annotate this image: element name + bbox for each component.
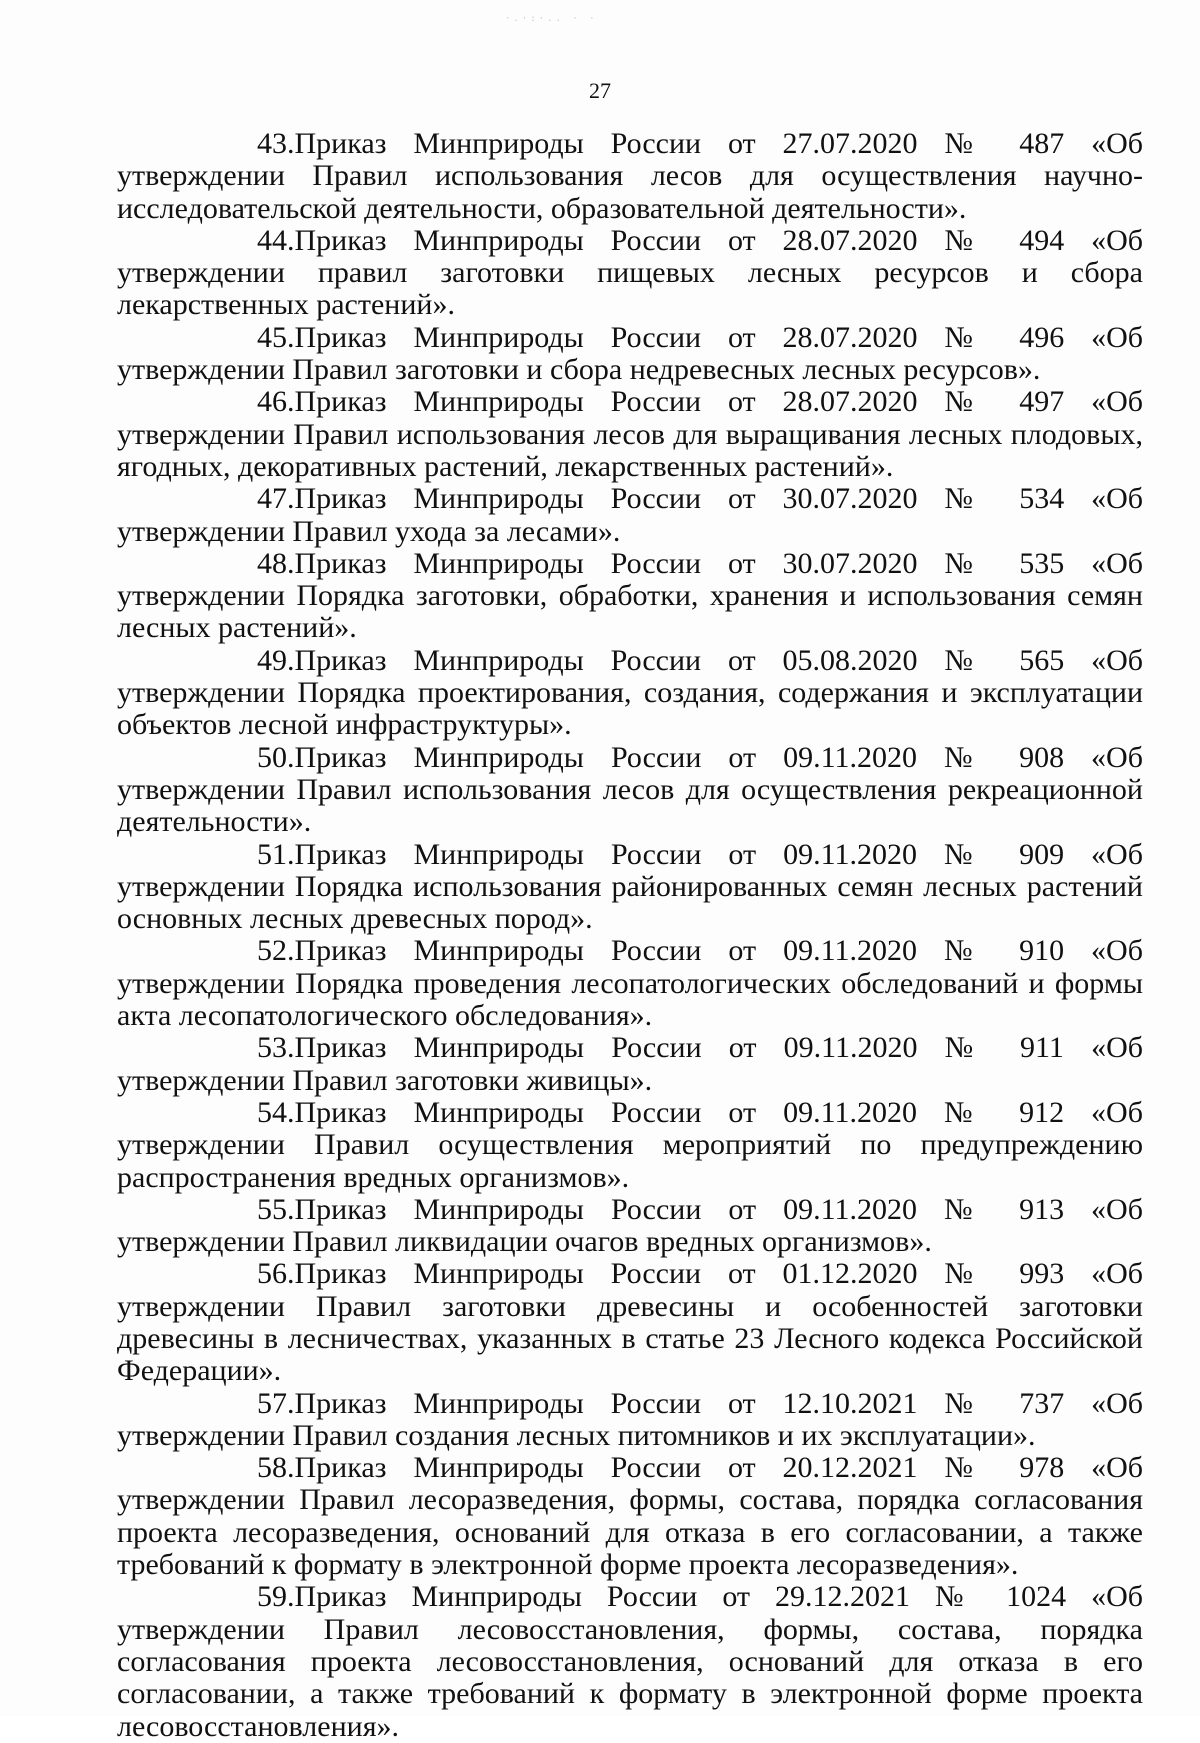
list-item — [117, 645, 1143, 742]
list-item-text: Приказ Минприроды России от 09.11.2020 № 913 «Об утверждении Правил ликвидации очагов вредных организмов». — [117, 1192, 1143, 1259]
list-item-number: 51. — [257, 837, 295, 871]
list-item-text: Приказ Минприроды России от 12.10.2021 № 737 «Об утверждении Правил создания лесных питомников и их эксплуатации». — [117, 1386, 1143, 1452]
list-item-number: 47. — [257, 482, 295, 516]
list-item-text: Приказ Минприроды России от 09.11.2020 № 910 «Об утверждении Порядка проведения лесопатологических обследований и формы акта лесопатологического обследования». — [117, 934, 1143, 1033]
list-item-text: Приказ Минприроды России от 09.11.2020 № 912 «Об утверждении Правил осуществления мероприятий по предупреждению распространения вредных организмов». — [117, 1095, 1143, 1194]
list-item-text: Приказ Минприроды России от 30.07.2020 № 535 «Об утверждении Порядка заготовки, обработки, хранения и использования семян лесных растений». — [117, 546, 1143, 645]
list-item-text: Приказ Минприроды России от 28.07.2020 № 497 «Об утверждении Правил использования лесов для выращивания лесных плодовых, ягодных, декоративных растений, лекарственных растений». — [117, 385, 1143, 483]
list-item-text: Приказ Минприроды России от 09.11.2020 № 908 «Об утверждении Правил использования лесов для осуществления рекреационной деятельности». — [117, 740, 1143, 839]
list-item-number: 59. — [257, 1580, 295, 1614]
list-item — [117, 935, 1143, 1032]
list-item-number: 46. — [257, 385, 295, 419]
list-item-number: 58. — [257, 1451, 295, 1485]
list-item-number: 54. — [257, 1095, 295, 1129]
document-body — [117, 128, 1143, 1743]
list-item-text: Приказ Минприроды России от 28.07.2020 № 496 «Об утверждении Правил заготовки и сбора недревесных лесных ресурсов». — [117, 320, 1143, 387]
list-item — [117, 742, 1143, 839]
list-item — [117, 483, 1143, 548]
list-item — [117, 1097, 1143, 1194]
list-item-number: 55. — [257, 1192, 295, 1226]
list-item-text: Приказ Минприроды России от 05.08.2020 № 565 «Об утверждении Порядка проектирования, создания, содержания и эксплуатации объектов лесной инфраструктуры». — [117, 643, 1143, 742]
list-item-number: 52. — [257, 934, 295, 968]
list-item — [117, 322, 1143, 387]
list-item — [117, 548, 1143, 645]
list-item — [117, 386, 1143, 483]
list-item — [117, 1258, 1143, 1387]
list-item-text: Приказ Минприроды России от 27.07.2020 № 487 «Об утверждении Правил использования лесов для осуществления научно-исследовательской деятельности, образовательной деятельности». — [117, 127, 1143, 225]
list-item-text: Приказ Минприроды России от 09.11.2020 № 909 «Об утверждении Порядка использования районированных семян лесных растений основных лесных древесных пород». — [117, 837, 1143, 936]
list-item-number: 44. — [257, 223, 295, 257]
list-item-number: 43. — [257, 127, 295, 160]
list-item-number: 56. — [257, 1257, 295, 1291]
list-item — [117, 1032, 1143, 1097]
list-item-number: 48. — [257, 546, 295, 580]
list-item — [117, 1452, 1143, 1581]
list-item-number: 45. — [257, 320, 295, 354]
list-item-text: Приказ Минприроды России от 28.07.2020 № 494 «Об утверждении правил заготовки пищевых лесных ресурсов и сбора лекарственных растений». — [117, 223, 1143, 322]
list-item — [117, 1194, 1143, 1259]
list-item-number: 57. — [257, 1386, 295, 1420]
scan-artifact: ·.·:·.. · · — [505, 14, 598, 24]
list-item-number: 49. — [257, 643, 295, 677]
list-item — [117, 1388, 1143, 1453]
list-item-text: Приказ Минприроды России от 30.07.2020 № 534 «Об утверждении Правил ухода за лесами». — [117, 482, 1143, 548]
list-item-text: Приказ Минприроды России от 20.12.2021 № 978 «Об утверждении Правил лесоразведения, формы, состава, порядка согласования проекта лесоразведения, оснований для отказа в его согласовании, а также требований к формату в электронной форме проекта лесоразведения». — [117, 1451, 1143, 1582]
page-number: 27 — [589, 78, 611, 103]
list-item — [117, 225, 1143, 322]
list-item-number: 53. — [257, 1031, 295, 1065]
list-item-number: 50. — [257, 740, 295, 774]
list-item — [117, 128, 1143, 225]
list-item — [117, 1581, 1143, 1742]
list-item-text: Приказ Минприроды России от 29.12.2021 № 1024 «Об утверждении Правил лесовосстановления, формы, состава, порядка согласования проекта лесовосстановления, оснований для отказа в его согласовании, а также требований к формату в электронной форме проекта лесовосстановления». — [117, 1580, 1143, 1743]
list-item-text: Приказ Минприроды России от 01.12.2020 № 993 «Об утверждении Правил заготовки древесины и особенностей заготовки древесины в лесничествах, указанных в статье 23 Лесного кодекса Российской Федерации». — [117, 1257, 1143, 1388]
list-item-text: Приказ Минприроды России от 09.11.2020 № 911 «Об утверждении Правил заготовки живицы». — [117, 1031, 1143, 1097]
list-item — [117, 839, 1143, 936]
